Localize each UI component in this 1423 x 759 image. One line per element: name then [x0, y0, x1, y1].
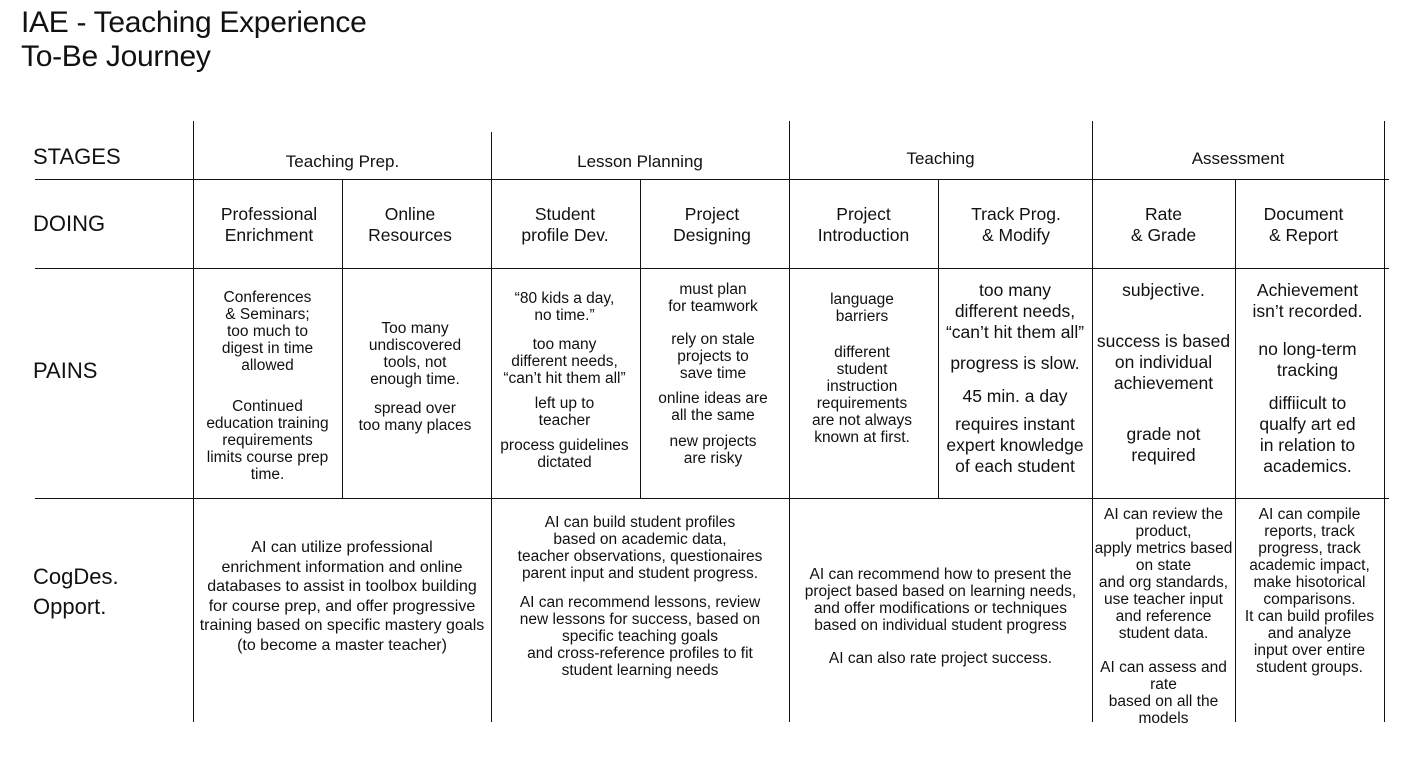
pain-text: teacher	[538, 412, 591, 429]
pains-document-report	[1235, 280, 1380, 485]
pain-text: rely on stale	[671, 331, 755, 348]
doing-text: profile Dev.	[521, 225, 609, 245]
pain-text: too many	[532, 336, 597, 353]
opportunity-text: and reference	[1115, 608, 1212, 625]
opportunity-text: comparisons.	[1263, 591, 1356, 608]
pain-text: expert knowledge	[946, 435, 1084, 455]
opportunity-text: and cross-reference profiles to fit	[527, 645, 753, 662]
doing-text: Project	[836, 204, 891, 224]
opportunity-text: parent input and student progress.	[521, 565, 759, 582]
pain-text: allowed	[241, 357, 294, 374]
pain-text: achievement	[1113, 373, 1214, 393]
doing-text: Document	[1263, 204, 1344, 224]
pain-text: “can’t hit them all”	[945, 322, 1085, 342]
opportunity-lesson-planning	[491, 514, 789, 689]
pain-text: Achievement	[1256, 280, 1359, 300]
doing-track-progress	[940, 203, 1092, 247]
opportunity-text: AI can assess and	[1100, 659, 1227, 676]
pain-text: & Seminars;	[225, 306, 310, 323]
pain-text: too many places	[358, 417, 472, 434]
doing-professional-enrichment	[196, 203, 342, 247]
opportunity-text: student groups.	[1256, 659, 1363, 676]
pains-rate-grade	[1092, 280, 1235, 480]
pain-text: barriers	[835, 308, 889, 325]
title-line-1: IAE - Teaching Experience	[21, 6, 367, 39]
opportunity-text: AI can recommend lessons, review	[519, 594, 761, 611]
pain-text: no long-term	[1258, 339, 1357, 359]
pain-text: qualfy art ed	[1259, 414, 1356, 434]
pain-text: requires instant	[955, 414, 1075, 434]
pain-text: Too many	[381, 320, 449, 337]
pains-project-introduction	[789, 291, 935, 471]
pain-text: academics.	[1263, 456, 1352, 476]
opportunity-text: training based on specific mastery goals	[199, 617, 485, 634]
pain-text: dictated	[537, 454, 592, 471]
pain-text: Continued	[232, 398, 303, 415]
opportunity-text: student learning needs	[561, 662, 719, 679]
pain-text: process guidelines	[500, 437, 629, 454]
doing-online-resources	[342, 203, 478, 247]
doing-text: & Grade	[1130, 225, 1197, 245]
journey-title	[21, 6, 366, 74]
pain-text: success is based	[1096, 331, 1231, 351]
pain-text: all the same	[671, 407, 755, 424]
column-line-9	[1384, 121, 1385, 722]
stage-assessment: Assessment	[1191, 148, 1285, 168]
pain-text: spread over	[374, 400, 456, 417]
opportunity-text: and analyze	[1267, 625, 1352, 642]
opportunity-text: AI can compile	[1258, 506, 1361, 523]
pain-text: projects to	[677, 348, 749, 365]
doing-text: Project	[684, 204, 740, 224]
pain-text: are not always	[812, 412, 912, 429]
pain-text: tracking	[1276, 360, 1339, 380]
stage-teaching-prep: Teaching Prep.	[285, 151, 400, 171]
opportunity-text: teacher observations, questionaires	[517, 548, 763, 565]
opportunity-text: progress, track	[1258, 540, 1361, 557]
pain-text: education training	[206, 415, 329, 432]
doing-text: Rate	[1145, 204, 1182, 224]
opportunity-text: (to become a master teacher)	[237, 636, 447, 654]
pain-text: “can’t hit them all”	[503, 370, 626, 387]
opportunity-text: on state	[1135, 557, 1192, 574]
doing-text: Enrichment	[224, 225, 314, 245]
opportunity-text: AI can also rate project success.	[828, 650, 1053, 667]
row-label-cogdes-line-1: CogDes.	[33, 564, 119, 589]
opportunity-text: AI can recommend how to present the	[809, 566, 1072, 583]
pain-text: for teamwork	[668, 298, 758, 315]
opportunity-teaching	[789, 566, 1092, 676]
row-label-stages: STAGES	[33, 144, 121, 169]
pain-text: new projects	[669, 433, 757, 450]
pain-text: digest in time	[221, 340, 314, 357]
doing-text: Designing	[673, 225, 751, 245]
pain-text: progress is slow.	[950, 353, 1080, 373]
pain-text: tools, not	[383, 354, 447, 371]
opportunity-text: student data.	[1118, 625, 1209, 642]
pain-text: requirements	[222, 432, 313, 449]
doing-text: Student	[534, 204, 596, 224]
pain-text: enough time.	[370, 371, 460, 388]
stage-lesson-planning: Lesson Planning	[577, 151, 703, 171]
doing-project-designing	[640, 203, 784, 247]
doing-text: Online	[384, 204, 436, 224]
pain-text: different needs,	[954, 301, 1076, 321]
pains-project-designing	[640, 281, 786, 481]
opportunity-text: use teacher input	[1104, 591, 1223, 608]
opportunity-rate-grade	[1092, 506, 1235, 731]
opportunity-document-report	[1235, 506, 1384, 681]
opportunity-text: product,	[1135, 523, 1192, 540]
pain-text: “80 kids a day,	[514, 290, 615, 307]
doing-document-report	[1235, 203, 1372, 247]
pain-text: isn’t recorded.	[1252, 301, 1363, 321]
pain-text: must plan	[679, 281, 747, 298]
opportunity-text: project based based on learning needs,	[804, 583, 1077, 600]
pains-professional-enrichment	[193, 289, 342, 487]
opportunity-text: databases to assist in toolbox building	[207, 578, 477, 595]
pain-text: required	[1131, 445, 1196, 465]
doing-text: & Modify	[981, 225, 1051, 245]
opportunity-text: specific teaching goals	[562, 628, 718, 645]
pain-text: of each student	[955, 456, 1075, 476]
pain-text: different needs,	[511, 353, 618, 370]
row-label-cogdes	[33, 562, 119, 622]
opportunity-text: apply metrics based	[1094, 540, 1233, 557]
doing-text: Track Prog.	[971, 204, 1061, 224]
pain-text: are risky	[683, 450, 743, 467]
title-line-2: To-Be Journey	[21, 40, 211, 73]
pain-text: limits course prep	[206, 449, 329, 466]
pain-text: 45 min. a day	[962, 386, 1068, 406]
opportunity-text: models	[1138, 710, 1189, 727]
opportunity-text: academic impact,	[1249, 557, 1370, 574]
pain-text: left up to	[534, 395, 595, 412]
pain-text: save time	[679, 365, 747, 382]
doing-student-profile-dev	[491, 203, 639, 247]
doing-rate-grade	[1092, 203, 1235, 247]
pain-text: Conferences	[223, 289, 312, 306]
pain-text: language	[830, 291, 894, 308]
doing-text: Introduction	[817, 225, 910, 245]
opportunity-text: AI can build student profiles	[544, 514, 736, 531]
pain-text: instruction	[826, 378, 898, 395]
opportunity-text: input over entire	[1253, 642, 1366, 659]
opportunity-text: It can build profiles	[1244, 608, 1375, 625]
opportunity-text: reports, track	[1264, 523, 1355, 540]
pain-text: grade not	[1126, 424, 1201, 444]
pain-text: too much to	[227, 323, 308, 340]
opportunity-text: rate	[1150, 676, 1177, 693]
opportunity-text: make hisotorical	[1253, 574, 1366, 591]
divider-pains	[35, 498, 1389, 499]
opportunity-text: AI can utilize professional	[251, 539, 433, 556]
row-label-cogdes-line-2: Opport.	[33, 594, 107, 619]
opportunity-text: AI can review the	[1104, 506, 1223, 523]
pain-text: online ideas are	[658, 390, 768, 407]
pain-text: time.	[250, 466, 285, 483]
pain-text: student	[836, 361, 888, 378]
opportunity-text: enrichment information and online	[221, 558, 463, 576]
pain-text: on individual	[1114, 352, 1213, 372]
doing-text: Resources	[368, 225, 452, 245]
pain-text: no time.”	[534, 307, 595, 324]
row-label-pains: PAINS	[33, 358, 98, 383]
pain-text: diffiicult to	[1268, 393, 1347, 413]
opportunity-text: based on individual student progress	[814, 617, 1067, 634]
opportunity-teaching-prep	[193, 538, 491, 663]
pains-track-progress	[938, 280, 1092, 490]
doing-text: & Report	[1268, 225, 1339, 245]
pain-text: too many	[979, 280, 1051, 300]
pain-text: undiscovered	[368, 337, 462, 354]
opportunity-text: and offer modifications or techniques	[813, 600, 1068, 617]
pains-online-resources	[343, 320, 487, 440]
opportunity-text: and org standards,	[1098, 574, 1229, 591]
pains-student-profile	[491, 290, 638, 490]
pain-text: different	[834, 344, 890, 361]
pain-text: known at first.	[814, 429, 910, 446]
opportunity-text: for course prep, and offer progressive	[208, 597, 476, 615]
opportunity-text: new lessons for success, based on	[519, 611, 761, 628]
doing-text: Professional	[220, 204, 318, 224]
divider-stages	[35, 179, 1389, 180]
divider-doing	[35, 268, 1389, 269]
stage-teaching: Teaching	[906, 148, 975, 168]
opportunity-text: based on academic data,	[553, 531, 727, 548]
row-label-doing: DOING	[33, 211, 106, 236]
doing-project-introduction	[789, 203, 938, 247]
pain-text: subjective.	[1122, 280, 1205, 300]
pain-text: requirements	[816, 395, 908, 412]
pain-text: in relation to	[1259, 435, 1356, 455]
opportunity-text: based on all the	[1108, 693, 1219, 710]
